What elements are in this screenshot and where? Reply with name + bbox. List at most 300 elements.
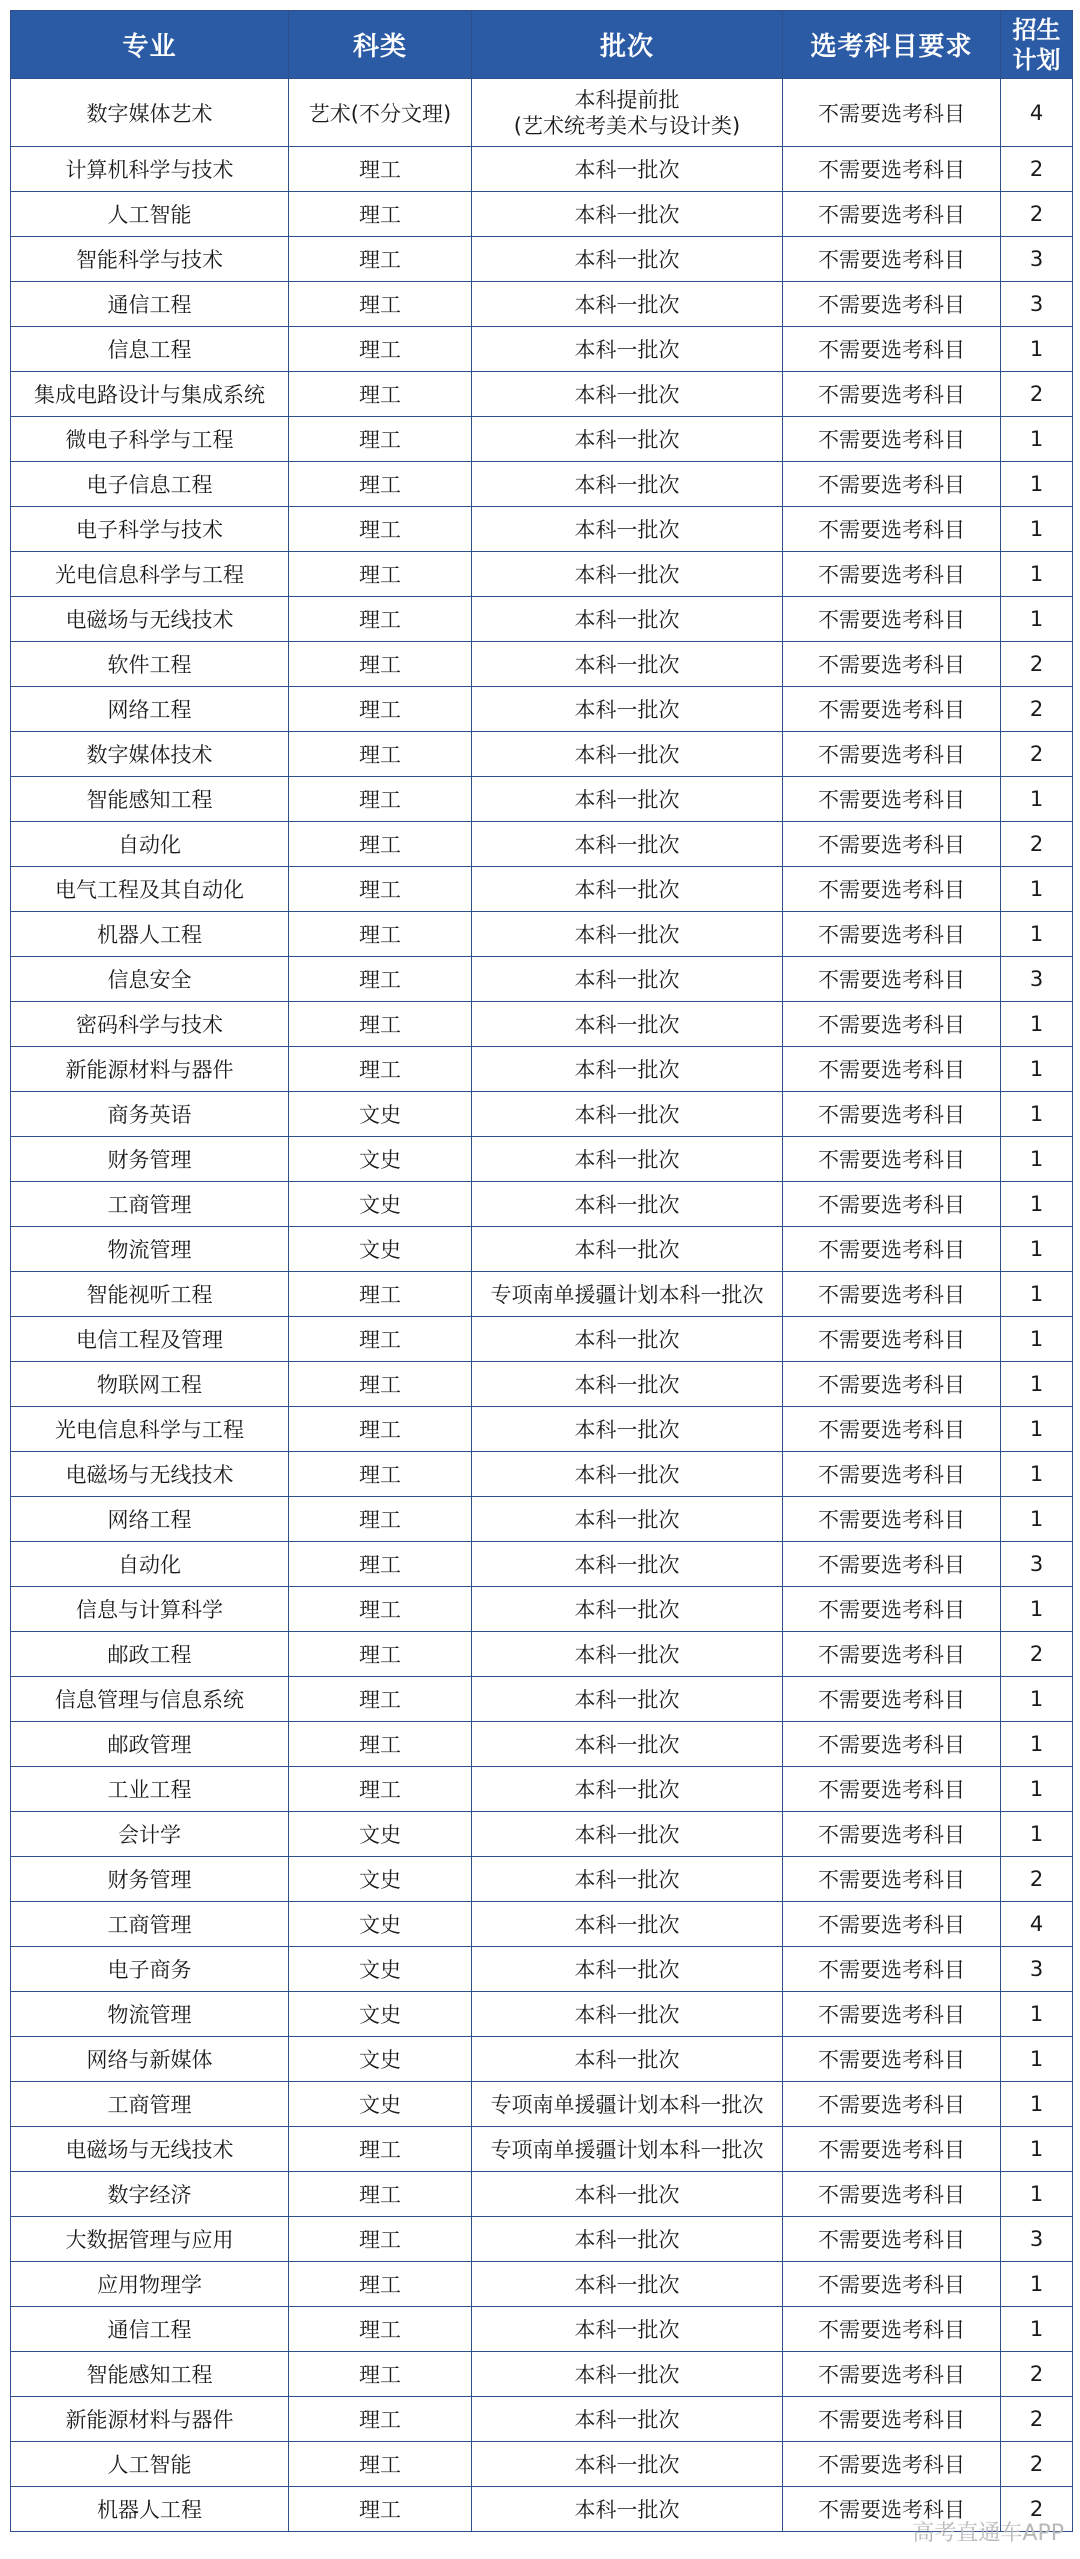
- cell-batch: 本科一批次: [472, 1677, 783, 1722]
- cell-subject-requirement: 不需要选考科目: [783, 2397, 1001, 2442]
- cell-batch: 本科一批次: [472, 1497, 783, 1542]
- cell-subject-requirement: 不需要选考科目: [783, 1812, 1001, 1857]
- cell-subject-requirement: 不需要选考科目: [783, 2127, 1001, 2172]
- cell-plan-count: 2: [1001, 2442, 1073, 2487]
- table-row: [11, 1542, 1073, 1587]
- cell-subject-requirement: 不需要选考科目: [783, 282, 1001, 327]
- cell-major: 通信工程: [11, 2307, 289, 2352]
- cell-category: 文史: [289, 2037, 472, 2082]
- cell-category: 理工: [289, 1317, 472, 1362]
- header-major: 专业: [11, 11, 289, 79]
- table-row: [11, 867, 1073, 912]
- cell-plan-count: 1: [1001, 777, 1073, 822]
- table-row: [11, 1857, 1073, 1902]
- cell-major: 自动化: [11, 822, 289, 867]
- cell-subject-requirement: 不需要选考科目: [783, 507, 1001, 552]
- header-enrollment-plan: [1001, 11, 1073, 79]
- cell-major: 电磁场与无线技术: [11, 2127, 289, 2172]
- cell-subject-requirement: 不需要选考科目: [783, 2037, 1001, 2082]
- header-subject-requirement: 选考科目要求: [783, 11, 1001, 79]
- cell-plan-count: 2: [1001, 822, 1073, 867]
- table-row: [11, 957, 1073, 1002]
- cell-subject-requirement: 不需要选考科目: [783, 597, 1001, 642]
- cell-major: 网络工程: [11, 1497, 289, 1542]
- cell-category: 理工: [289, 2172, 472, 2217]
- cell-subject-requirement: 不需要选考科目: [783, 1677, 1001, 1722]
- header-batch: 批次: [472, 11, 783, 79]
- cell-subject-requirement: 不需要选考科目: [783, 1002, 1001, 1047]
- table-row: [11, 1227, 1073, 1272]
- cell-major: 自动化: [11, 1542, 289, 1587]
- table-row: [11, 192, 1073, 237]
- cell-batch: 本科一批次: [472, 1227, 783, 1272]
- cell-line: 本科提前批: [574, 87, 680, 112]
- cell-plan-count: 1: [1001, 1002, 1073, 1047]
- cell-subject-requirement: 不需要选考科目: [783, 1227, 1001, 1272]
- cell-subject-requirement: 不需要选考科目: [783, 1047, 1001, 1092]
- cell-batch: 专项南单援疆计划本科一批次: [472, 2082, 783, 2127]
- cell-major: 邮政工程: [11, 1632, 289, 1677]
- cell-major: 网络与新媒体: [11, 2037, 289, 2082]
- cell-subject-requirement: 不需要选考科目: [783, 2442, 1001, 2487]
- cell-major: 电子科学与技术: [11, 507, 289, 552]
- cell-plan-count: 4: [1001, 1902, 1073, 1947]
- cell-plan-count: 2: [1001, 1857, 1073, 1902]
- cell-batch: 本科一批次: [472, 507, 783, 552]
- cell-batch: 本科一批次: [472, 1722, 783, 1767]
- cell-plan-count: 1: [1001, 1092, 1073, 1137]
- cell-category: 理工: [289, 912, 472, 957]
- cell-major: 计算机科学与技术: [11, 147, 289, 192]
- cell-subject-requirement: 不需要选考科目: [783, 1497, 1001, 1542]
- cell-plan-count: 1: [1001, 2172, 1073, 2217]
- cell-major: 智能科学与技术: [11, 237, 289, 282]
- cell-subject-requirement: 不需要选考科目: [783, 1092, 1001, 1137]
- cell-batch: 本科一批次: [472, 372, 783, 417]
- table-row: [11, 327, 1073, 372]
- cell-major: 机器人工程: [11, 912, 289, 957]
- cell-major: 电磁场与无线技术: [11, 597, 289, 642]
- cell-plan-count: 1: [1001, 1992, 1073, 2037]
- cell-category: 文史: [289, 1947, 472, 1992]
- cell-major: 财务管理: [11, 1137, 289, 1182]
- cell-category: 理工: [289, 2262, 472, 2307]
- cell-batch: 本科一批次: [472, 777, 783, 822]
- cell-subject-requirement: 不需要选考科目: [783, 552, 1001, 597]
- table-row: [11, 1677, 1073, 1722]
- cell-subject-requirement: 不需要选考科目: [783, 1542, 1001, 1587]
- cell-subject-requirement: 不需要选考科目: [783, 1722, 1001, 1767]
- cell-category: 理工: [289, 372, 472, 417]
- cell-plan-count: 2: [1001, 2352, 1073, 2397]
- cell-plan-count: 1: [1001, 1317, 1073, 1362]
- cell-major: 信息工程: [11, 327, 289, 372]
- cell-plan-count: 2: [1001, 147, 1073, 192]
- cell-major: 微电子科学与工程: [11, 417, 289, 462]
- table-row: [11, 1812, 1073, 1857]
- cell-plan-count: 3: [1001, 1542, 1073, 1587]
- table-row: [11, 1137, 1073, 1182]
- cell-batch: 本科一批次: [472, 1992, 783, 2037]
- enrollment-plan-table: [10, 10, 1073, 2532]
- cell-subject-requirement: 不需要选考科目: [783, 1632, 1001, 1677]
- cell-category: 理工: [289, 1722, 472, 1767]
- cell-category: 理工: [289, 147, 472, 192]
- cell-subject-requirement: 不需要选考科目: [783, 1317, 1001, 1362]
- cell-subject-requirement: 不需要选考科目: [783, 2217, 1001, 2262]
- cell-plan-count: 1: [1001, 1137, 1073, 1182]
- table-body: [11, 79, 1073, 2532]
- cell-plan-count: 1: [1001, 552, 1073, 597]
- cell-category: 理工: [289, 2397, 472, 2442]
- cell-major: 密码科学与技术: [11, 1002, 289, 1047]
- cell-major: 数字媒体技术: [11, 732, 289, 777]
- cell-batch: 本科一批次: [472, 237, 783, 282]
- cell-batch: 本科一批次: [472, 867, 783, 912]
- table-row: [11, 2172, 1073, 2217]
- cell-category: 理工: [289, 2217, 472, 2262]
- cell-plan-count: 3: [1001, 1947, 1073, 1992]
- cell-subject-requirement: 不需要选考科目: [783, 1992, 1001, 2037]
- cell-major: 工业工程: [11, 1767, 289, 1812]
- table-row: [11, 687, 1073, 732]
- table-row: [11, 237, 1073, 282]
- table-row: [11, 2307, 1073, 2352]
- cell-subject-requirement: 不需要选考科目: [783, 1137, 1001, 1182]
- table-row: [11, 1182, 1073, 1227]
- cell-plan-count: 3: [1001, 957, 1073, 1002]
- cell-subject-requirement: 不需要选考科目: [783, 462, 1001, 507]
- cell-plan-count: 1: [1001, 417, 1073, 462]
- cell-category: 理工: [289, 777, 472, 822]
- cell-plan-count: 1: [1001, 1407, 1073, 1452]
- table-row: [11, 1272, 1073, 1317]
- cell-major: 智能感知工程: [11, 777, 289, 822]
- cell-category: 文史: [289, 1137, 472, 1182]
- cell-batch: 本科一批次: [472, 1092, 783, 1137]
- cell-major: 工商管理: [11, 2082, 289, 2127]
- cell-batch: 本科一批次: [472, 1362, 783, 1407]
- table-row: [11, 1902, 1073, 1947]
- cell-major: 人工智能: [11, 2442, 289, 2487]
- table-row: [11, 2127, 1073, 2172]
- cell-subject-requirement: 不需要选考科目: [783, 2172, 1001, 2217]
- cell-category: 理工: [289, 687, 472, 732]
- cell-subject-requirement: 不需要选考科目: [783, 2352, 1001, 2397]
- cell-subject-requirement: 不需要选考科目: [783, 642, 1001, 687]
- table-row: [11, 552, 1073, 597]
- table-row: [11, 79, 1073, 147]
- cell-batch: 本科一批次: [472, 1767, 783, 1812]
- cell-category: 理工: [289, 1407, 472, 1452]
- table-row: [11, 2217, 1073, 2262]
- cell-subject-requirement: 不需要选考科目: [783, 957, 1001, 1002]
- table-row: [11, 1497, 1073, 1542]
- cell-category: 理工: [289, 192, 472, 237]
- table-row: [11, 597, 1073, 642]
- cell-subject-requirement: 不需要选考科目: [783, 79, 1001, 147]
- cell-major: 机器人工程: [11, 2487, 289, 2532]
- cell-plan-count: 1: [1001, 507, 1073, 552]
- header-row: [11, 11, 1073, 79]
- cell-category: 理工: [289, 2352, 472, 2397]
- cell-plan-count: 1: [1001, 1227, 1073, 1272]
- cell-category: 文史: [289, 1092, 472, 1137]
- cell-major: 电子商务: [11, 1947, 289, 1992]
- cell-subject-requirement: 不需要选考科目: [783, 867, 1001, 912]
- cell-batch: 本科一批次: [472, 1947, 783, 1992]
- cell-plan-count: 3: [1001, 237, 1073, 282]
- header-category: 科类: [289, 11, 472, 79]
- cell-subject-requirement: 不需要选考科目: [783, 1587, 1001, 1632]
- table-row: [11, 1767, 1073, 1812]
- cell-major: 信息安全: [11, 957, 289, 1002]
- cell-plan-count: 1: [1001, 1182, 1073, 1227]
- cell-plan-count: 1: [1001, 1587, 1073, 1632]
- cell-plan-count: 2: [1001, 1632, 1073, 1677]
- cell-plan-count: 1: [1001, 1677, 1073, 1722]
- header-line: 计划: [1012, 45, 1061, 74]
- cell-category: 理工: [289, 1047, 472, 1092]
- table-row: [11, 2262, 1073, 2307]
- table-row: [11, 2352, 1073, 2397]
- cell-batch: 本科一批次: [472, 1182, 783, 1227]
- cell-plan-count: 1: [1001, 1047, 1073, 1092]
- cell-category: 文史: [289, 1812, 472, 1857]
- cell-major: 电磁场与无线技术: [11, 1452, 289, 1497]
- cell-plan-count: 1: [1001, 2262, 1073, 2307]
- cell-batch: 本科一批次: [472, 2487, 783, 2532]
- table-row: [11, 2037, 1073, 2082]
- cell-major: 软件工程: [11, 642, 289, 687]
- cell-category: 文史: [289, 1857, 472, 1902]
- cell-plan-count: 1: [1001, 597, 1073, 642]
- cell-plan-count: 1: [1001, 2127, 1073, 2172]
- cell-category: 理工: [289, 2307, 472, 2352]
- cell-category: 理工: [289, 867, 472, 912]
- cell-major: 商务英语: [11, 1092, 289, 1137]
- table-row: [11, 1947, 1073, 1992]
- table-row: [11, 2442, 1073, 2487]
- cell-major: 数字经济: [11, 2172, 289, 2217]
- cell-category: 理工: [289, 237, 472, 282]
- cell-plan-count: 1: [1001, 867, 1073, 912]
- cell-major: 集成电路设计与集成系统: [11, 372, 289, 417]
- cell-subject-requirement: 不需要选考科目: [783, 1947, 1001, 1992]
- cell-batch: 本科一批次: [472, 2307, 783, 2352]
- cell-subject-requirement: 不需要选考科目: [783, 237, 1001, 282]
- cell-plan-count: 1: [1001, 1362, 1073, 1407]
- cell-category: 理工: [289, 2487, 472, 2532]
- table-row: [11, 2397, 1073, 2442]
- cell-plan-count: 1: [1001, 327, 1073, 372]
- cell-batch: 本科一批次: [472, 597, 783, 642]
- cell-batch: 专项南单援疆计划本科一批次: [472, 2127, 783, 2172]
- cell-plan-count: 2: [1001, 732, 1073, 777]
- cell-category: 理工: [289, 822, 472, 867]
- cell-category: 理工: [289, 462, 472, 507]
- cell-category: 艺术(不分文理): [289, 79, 472, 147]
- cell-category: 文史: [289, 1902, 472, 1947]
- cell-subject-requirement: 不需要选考科目: [783, 192, 1001, 237]
- cell-plan-count: 1: [1001, 2037, 1073, 2082]
- cell-subject-requirement: 不需要选考科目: [783, 147, 1001, 192]
- table-row: [11, 147, 1073, 192]
- table-row: [11, 1047, 1073, 1092]
- cell-batch: 本科一批次: [472, 1812, 783, 1857]
- cell-batch: 专项南单援疆计划本科一批次: [472, 1272, 783, 1317]
- cell-batch: 本科一批次: [472, 2217, 783, 2262]
- cell-batch: 本科一批次: [472, 2397, 783, 2442]
- cell-major: 物联网工程: [11, 1362, 289, 1407]
- cell-category: 理工: [289, 957, 472, 1002]
- cell-subject-requirement: 不需要选考科目: [783, 732, 1001, 777]
- cell-plan-count: 1: [1001, 1272, 1073, 1317]
- cell-subject-requirement: 不需要选考科目: [783, 687, 1001, 732]
- cell-category: 理工: [289, 1452, 472, 1497]
- table-row: [11, 1362, 1073, 1407]
- cell-batch: 本科一批次: [472, 417, 783, 462]
- cell-major: 工商管理: [11, 1182, 289, 1227]
- cell-batch: 本科一批次: [472, 327, 783, 372]
- cell-plan-count: 2: [1001, 687, 1073, 732]
- cell-major: 物流管理: [11, 1227, 289, 1272]
- cell-batch: 本科一批次: [472, 912, 783, 957]
- cell-batch: 本科一批次: [472, 192, 783, 237]
- cell-plan-count: 1: [1001, 1767, 1073, 1812]
- cell-plan-count: 1: [1001, 1812, 1073, 1857]
- cell-major: 通信工程: [11, 282, 289, 327]
- cell-batch: 本科一批次: [472, 1047, 783, 1092]
- cell-major: 财务管理: [11, 1857, 289, 1902]
- table-row: [11, 1317, 1073, 1362]
- cell-subject-requirement: 不需要选考科目: [783, 1902, 1001, 1947]
- table-row: [11, 507, 1073, 552]
- cell-plan-count: 2: [1001, 2487, 1073, 2532]
- cell-plan-count: 2: [1001, 192, 1073, 237]
- cell-category: 理工: [289, 1497, 472, 1542]
- cell-subject-requirement: 不需要选考科目: [783, 1182, 1001, 1227]
- cell-major: 新能源材料与器件: [11, 1047, 289, 1092]
- cell-major: 邮政管理: [11, 1722, 289, 1767]
- cell-batch: 本科一批次: [472, 552, 783, 597]
- cell-batch: 本科一批次: [472, 1002, 783, 1047]
- cell-plan-count: 3: [1001, 2217, 1073, 2262]
- table-row: [11, 732, 1073, 777]
- cell-batch: 本科一批次: [472, 1857, 783, 1902]
- cell-plan-count: 2: [1001, 2397, 1073, 2442]
- table-row: [11, 1092, 1073, 1137]
- cell-batch: 本科一批次: [472, 822, 783, 867]
- cell-category: 理工: [289, 1767, 472, 1812]
- cell-subject-requirement: 不需要选考科目: [783, 2487, 1001, 2532]
- cell-category: 理工: [289, 732, 472, 777]
- table-row: [11, 1992, 1073, 2037]
- cell-category: 理工: [289, 417, 472, 462]
- table-row: [11, 1587, 1073, 1632]
- cell-category: 理工: [289, 642, 472, 687]
- cell-plan-count: 1: [1001, 2082, 1073, 2127]
- cell-category: 理工: [289, 552, 472, 597]
- cell-plan-count: 1: [1001, 462, 1073, 507]
- cell-category: 理工: [289, 282, 472, 327]
- cell-major: 电气工程及其自动化: [11, 867, 289, 912]
- cell-batch: 本科一批次: [472, 147, 783, 192]
- table-row: [11, 1452, 1073, 1497]
- cell-batch: 本科一批次: [472, 732, 783, 777]
- cell-plan-count: 2: [1001, 372, 1073, 417]
- cell-batch: 本科一批次: [472, 1542, 783, 1587]
- cell-batch: 本科一批次: [472, 1407, 783, 1452]
- cell-category: 文史: [289, 1182, 472, 1227]
- cell-major: 智能感知工程: [11, 2352, 289, 2397]
- table-row: [11, 2082, 1073, 2127]
- cell-major: 人工智能: [11, 192, 289, 237]
- cell-major: 新能源材料与器件: [11, 2397, 289, 2442]
- cell-category: 理工: [289, 507, 472, 552]
- cell-major: 信息管理与信息系统: [11, 1677, 289, 1722]
- cell-major: 光电信息科学与工程: [11, 552, 289, 597]
- table-row: [11, 1002, 1073, 1047]
- cell-category: 理工: [289, 1272, 472, 1317]
- cell-plan-count: 1: [1001, 1452, 1073, 1497]
- cell-batch: 本科一批次: [472, 1632, 783, 1677]
- cell-major: 电信工程及管理: [11, 1317, 289, 1362]
- table-row: [11, 282, 1073, 327]
- cell-category: 理工: [289, 1632, 472, 1677]
- cell-subject-requirement: 不需要选考科目: [783, 1272, 1001, 1317]
- watermark: 高考直通车APP: [912, 2521, 1064, 2546]
- cell-major: 大数据管理与应用: [11, 2217, 289, 2262]
- cell-category: 文史: [289, 1227, 472, 1272]
- cell-category: 理工: [289, 597, 472, 642]
- cell-batch: 本科一批次: [472, 2352, 783, 2397]
- cell-subject-requirement: 不需要选考科目: [783, 1362, 1001, 1407]
- cell-category: 理工: [289, 1587, 472, 1632]
- cell-subject-requirement: 不需要选考科目: [783, 1857, 1001, 1902]
- cell-category: 文史: [289, 2082, 472, 2127]
- header-line: 招生: [1012, 15, 1061, 44]
- cell-plan-count: 1: [1001, 1497, 1073, 1542]
- cell-major: 物流管理: [11, 1992, 289, 2037]
- cell-major: 工商管理: [11, 1902, 289, 1947]
- table-row: [11, 372, 1073, 417]
- cell-batch: 本科一批次: [472, 2442, 783, 2487]
- cell-batch: 本科一批次: [472, 282, 783, 327]
- cell-batch: 本科一批次: [472, 642, 783, 687]
- cell-plan-count: 4: [1001, 79, 1073, 147]
- table-row: [11, 777, 1073, 822]
- cell-major: 光电信息科学与工程: [11, 1407, 289, 1452]
- cell-category: 理工: [289, 1542, 472, 1587]
- table-row: [11, 912, 1073, 957]
- table-row: [11, 1722, 1073, 1767]
- cell-category: 理工: [289, 1677, 472, 1722]
- cell-major: 数字媒体艺术: [11, 79, 289, 147]
- cell-category: 理工: [289, 2442, 472, 2487]
- table-header: [11, 11, 1073, 79]
- table-row: [11, 1407, 1073, 1452]
- cell-batch: 本科一批次: [472, 1587, 783, 1632]
- cell-plan-count: 2: [1001, 642, 1073, 687]
- cell-major: 应用物理学: [11, 2262, 289, 2307]
- cell-subject-requirement: 不需要选考科目: [783, 2307, 1001, 2352]
- cell-subject-requirement: 不需要选考科目: [783, 912, 1001, 957]
- cell-batch: 本科一批次: [472, 2172, 783, 2217]
- cell-category: 理工: [289, 327, 472, 372]
- cell-subject-requirement: 不需要选考科目: [783, 1767, 1001, 1812]
- cell-subject-requirement: 不需要选考科目: [783, 777, 1001, 822]
